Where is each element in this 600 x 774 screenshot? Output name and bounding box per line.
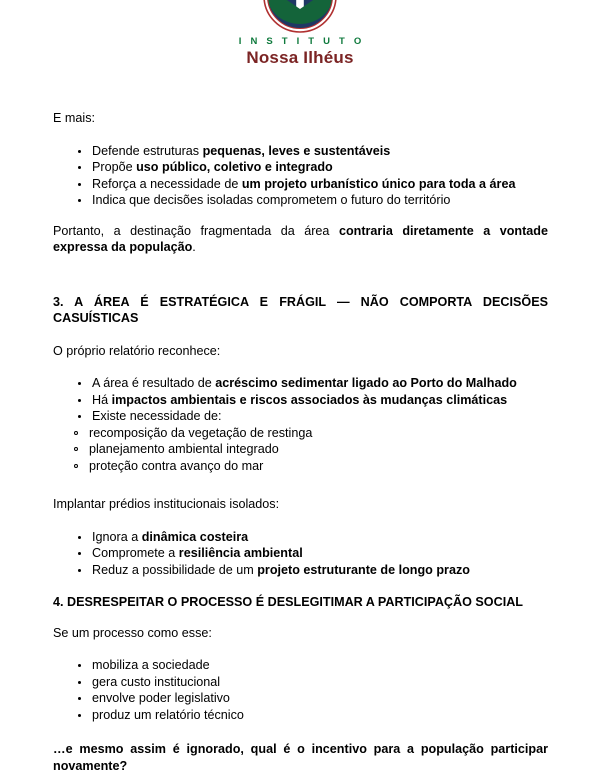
bullet-text-bold: projeto estruturante de longo prazo bbox=[257, 562, 470, 577]
implantar-lead-paragraph: Implantar prédios institucionais isolados: bbox=[53, 497, 280, 511]
list-item: gera custo institucional bbox=[53, 674, 548, 691]
logo-instituto-text: I N S T I T U T O bbox=[238, 36, 365, 47]
list-item: mobiliza a sociedade bbox=[53, 657, 548, 674]
list-item: recomposição da vegetação de restinga bbox=[53, 425, 548, 442]
portanto-plain: Portanto, a destinação fragmentada da área bbox=[53, 223, 339, 238]
bullet-text-bold: acréscimo sedimentar ligado ao Porto do Malhado bbox=[215, 376, 517, 390]
bullet-text-plain: Reduz a possibilidade de um bbox=[92, 562, 258, 577]
bullet-text-plain: Existe necessidade de: bbox=[92, 409, 222, 423]
intro-bullet-list bbox=[53, 143, 548, 209]
section-4-bullet-list bbox=[53, 657, 548, 723]
section-4-heading: 4. DESRESPEITAR O PROCESSO É DESLEGITIMAR A PARTICIPAÇÃO SOCIAL bbox=[53, 595, 523, 609]
bullet-text-bold: uso público, coletivo e integrado bbox=[136, 160, 333, 174]
closing-question-paragraph: …e mesmo assim é ignorado, qual é o incentivo para a população participar novamente? bbox=[53, 742, 548, 773]
portanto-tail: . bbox=[192, 240, 196, 254]
bullet-text-plain: Defende estruturas bbox=[92, 143, 203, 158]
portanto-bold: contraria diretamente a vontade expressa da população bbox=[53, 223, 548, 254]
bullet-text-bold: impactos ambientais e riscos associados às mudanças climáticas bbox=[111, 392, 508, 407]
bullet-text-plain: A área é resultado de bbox=[92, 376, 216, 390]
section-3-bullet-list bbox=[53, 375, 548, 425]
list-item bbox=[53, 176, 548, 193]
implantar-bullet-list bbox=[53, 529, 548, 579]
bullet-text-bold: pequenas, leves e sustentáveis bbox=[202, 143, 391, 158]
bullet-text-plain: Propõe bbox=[92, 160, 137, 174]
bullet-text-plain: Reforça a necessidade de bbox=[92, 176, 242, 191]
list-item bbox=[53, 529, 548, 546]
document-logo-header bbox=[0, 0, 600, 72]
list-item bbox=[53, 143, 548, 160]
list-item bbox=[53, 545, 548, 562]
document-body bbox=[0, 72, 600, 774]
bullet-text-plain: Há bbox=[92, 392, 112, 407]
bullet-text-bold: um projeto urbanístico único para toda a área bbox=[241, 176, 516, 191]
portanto-paragraph bbox=[53, 223, 548, 256]
section-3-heading: 3. A ÁREA É ESTRATÉGICA E FRÁGIL — NÃO COMPORTA DECISÕES CASUÍSTICAS bbox=[53, 294, 548, 325]
section-4-lead-paragraph: Se um processo como esse: bbox=[53, 625, 212, 640]
list-item: proteção contra avanço do mar bbox=[53, 458, 548, 475]
list-item bbox=[53, 392, 548, 409]
bullet-text-plain: Compromete a bbox=[92, 546, 179, 560]
section-3-lead-paragraph: O próprio relatório reconhece: bbox=[53, 343, 221, 358]
list-item bbox=[53, 192, 548, 209]
list-item bbox=[53, 562, 548, 579]
list-item: envolve poder legislativo bbox=[53, 690, 548, 707]
logo-name-text: Nossa Ilhéus bbox=[246, 48, 354, 67]
list-item: planejamento ambiental integrado bbox=[53, 441, 548, 458]
list-item bbox=[53, 159, 548, 176]
bullet-text-bold: dinâmica costeira bbox=[141, 529, 249, 544]
list-item bbox=[53, 408, 548, 425]
instituto-emblem-icon bbox=[262, 0, 338, 34]
list-item: produz um relatório técnico bbox=[53, 707, 548, 724]
list-item bbox=[53, 375, 548, 392]
bullet-text-bold: resiliência ambiental bbox=[178, 546, 303, 560]
section-3-sub-bullet-list bbox=[53, 425, 548, 475]
bullet-text-plain: Ignora a bbox=[92, 529, 142, 544]
intro-lead-paragraph: E mais: bbox=[53, 111, 95, 125]
logo-block bbox=[0, 0, 600, 67]
bullet-text-plain: Indica que decisões isoladas comprometem o futuro do território bbox=[92, 193, 451, 207]
